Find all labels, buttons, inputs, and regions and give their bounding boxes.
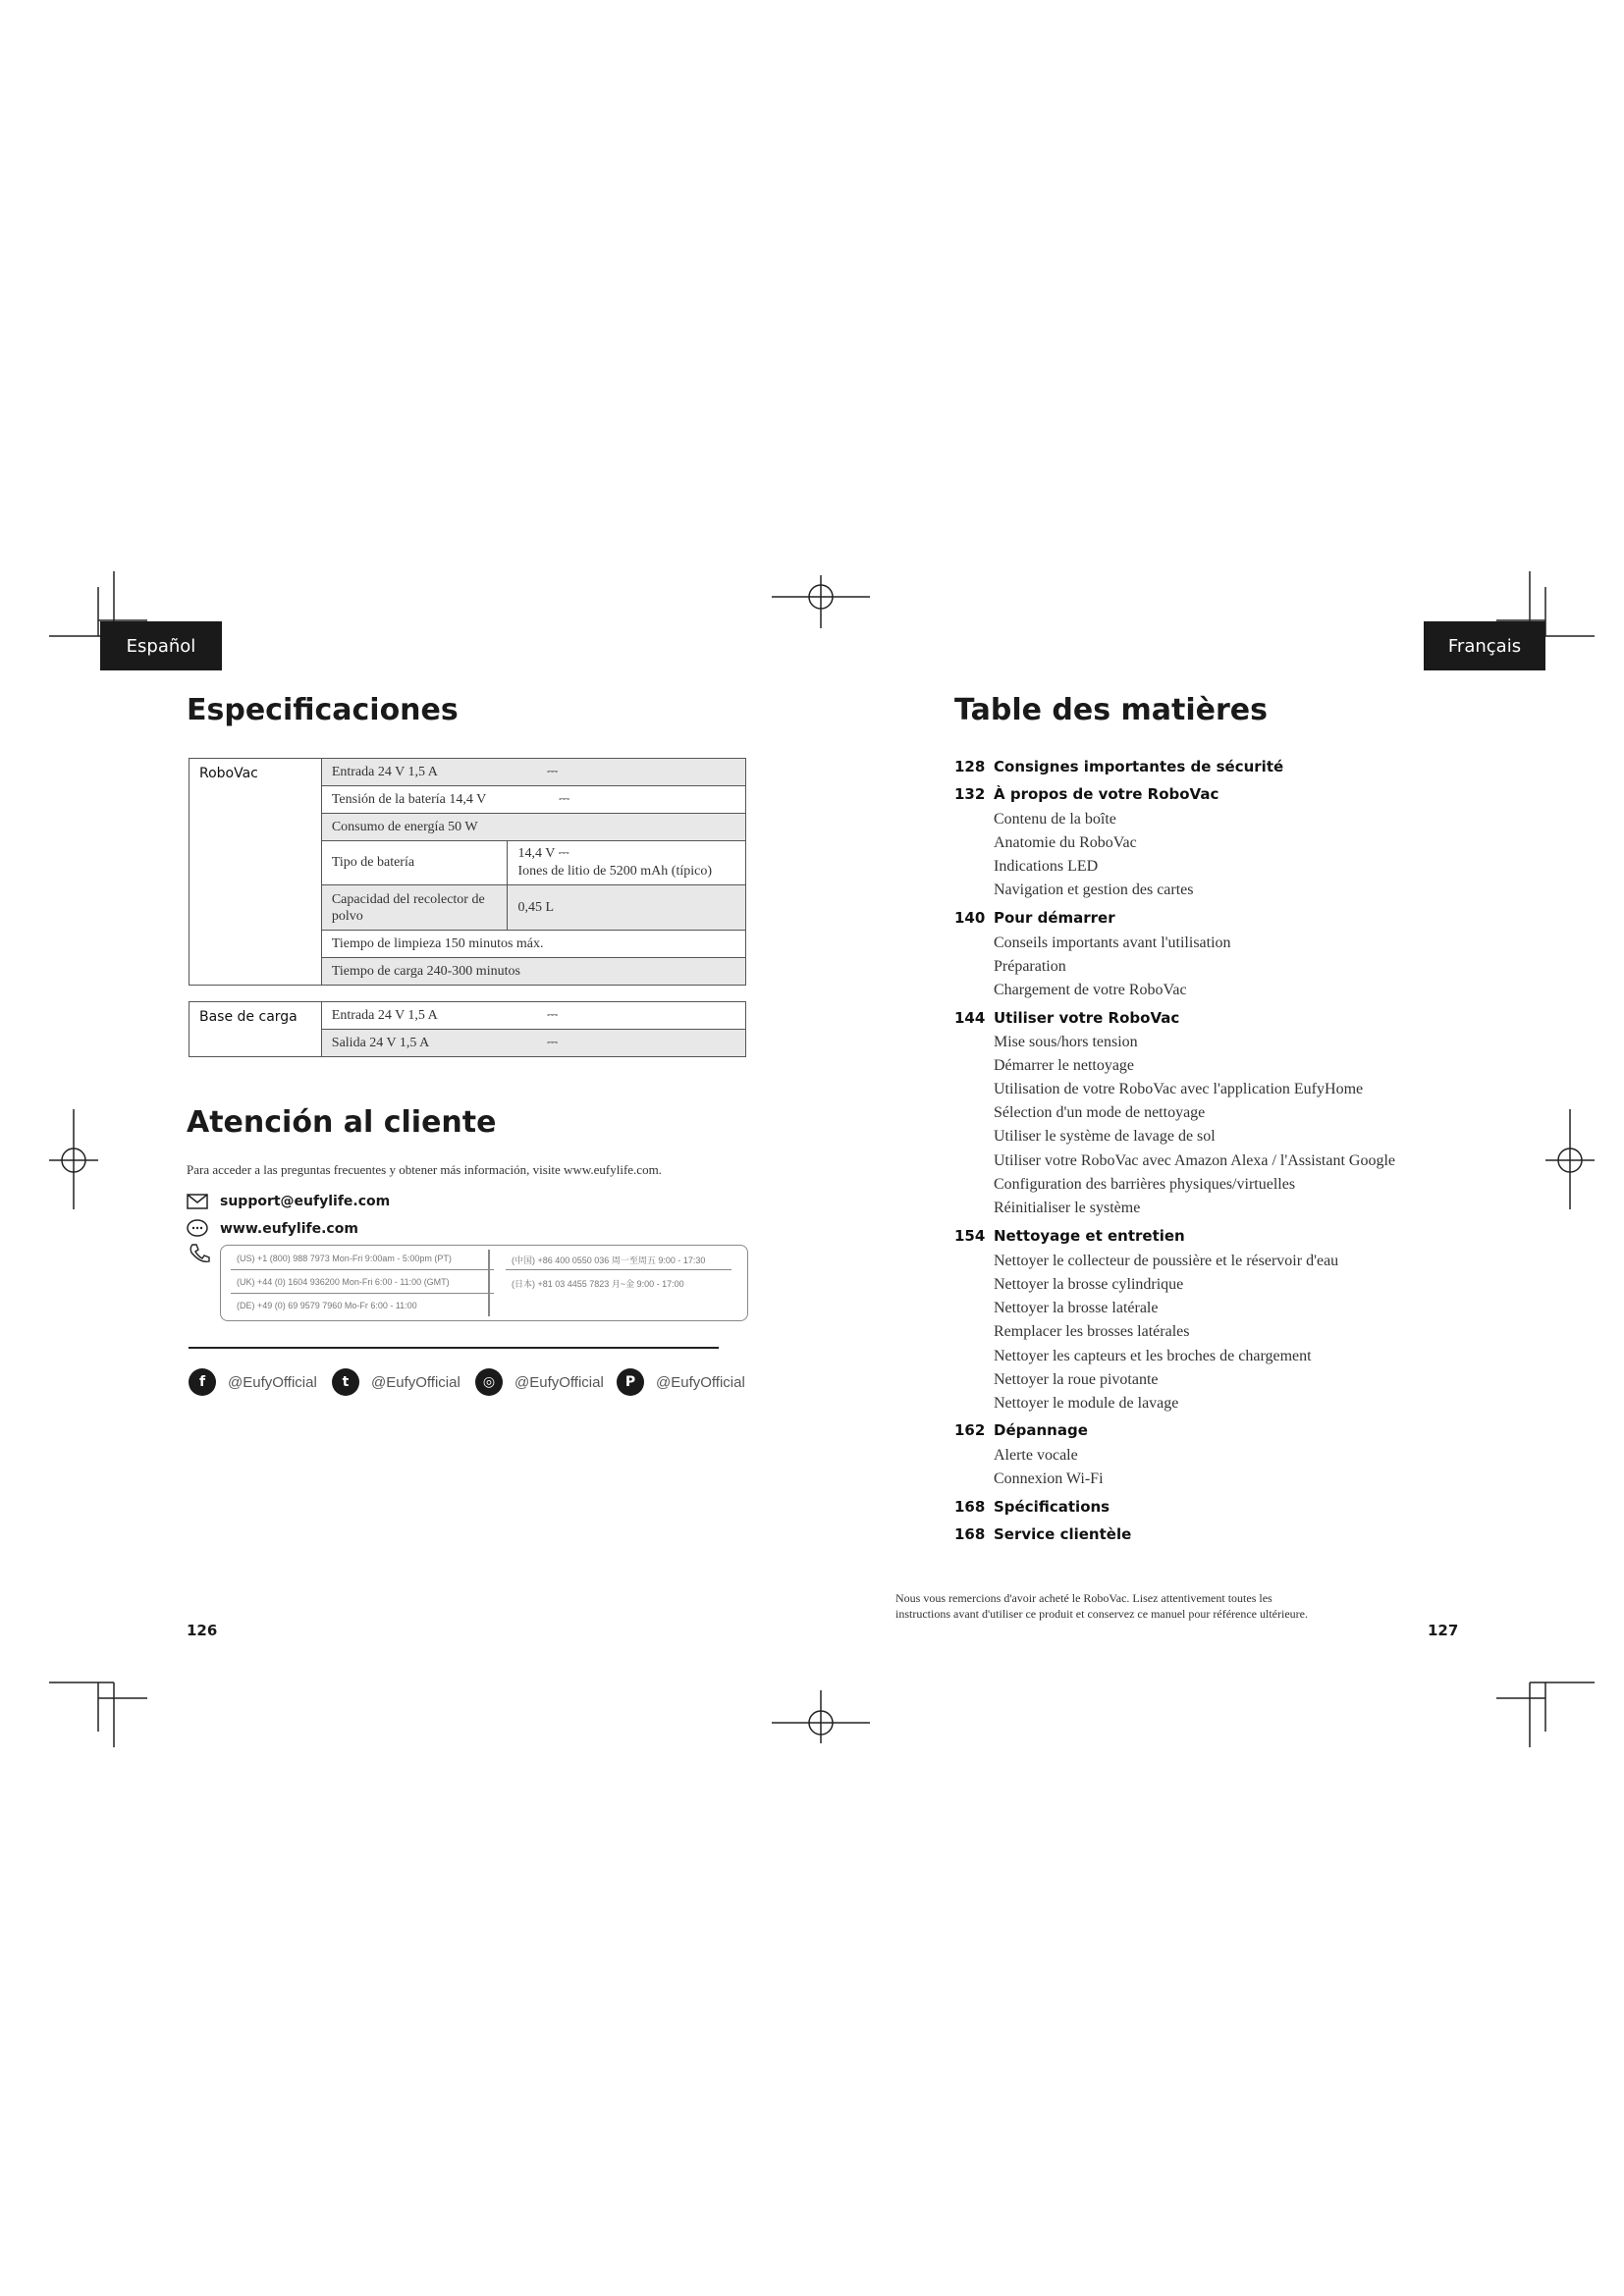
toc-item[interactable]: Utiliser le système de lavage de sol	[994, 1128, 1216, 1145]
spec-cell: Entrada 24 V 1,5 A	[321, 759, 508, 786]
phone-cn: (中国) +86 400 0550 036 周一至周五 9:00 - 17:30	[512, 1255, 706, 1265]
toc-section[interactable]	[954, 758, 1283, 775]
toc-page: 140	[954, 909, 986, 927]
note-line-1: Nous vous remercions d'avoir acheté le RoboVac. Lisez attentivement toutes les	[895, 1591, 1272, 1605]
email-link[interactable]: support@eufylife.com	[220, 1194, 391, 1209]
spec-cell: Tiempo de limpieza 150 minutos máx.	[321, 931, 745, 958]
toc-item[interactable]: Nettoyer la brosse cylindrique	[994, 1276, 1184, 1293]
spec-cell: Consumo de energía 50 W	[321, 814, 745, 841]
phone-divider-vertical	[488, 1250, 490, 1316]
dc-symbol: ⎓	[508, 1002, 746, 1030]
phone-us: (US) +1 (800) 988 7973 Mon-Fri 9:00am - 5:00pm (PT)	[237, 1254, 452, 1263]
chat-icon	[187, 1219, 208, 1239]
toc-page: 128	[954, 758, 986, 775]
toc-section[interactable]	[954, 909, 1115, 927]
mail-icon	[187, 1194, 208, 1209]
phone-divider-right	[506, 1269, 731, 1270]
social-instagram[interactable]	[475, 1368, 604, 1396]
toc-item[interactable]: Utilisation de votre RoboVac avec l'application EufyHome	[994, 1081, 1364, 1097]
spec-cell: Entrada 24 V 1,5 A	[321, 1002, 508, 1030]
note-line-2: instructions avant d'utiliser ce produit et conservez ce manuel pour référence ultérieure.	[895, 1607, 1308, 1621]
language-tab-francais: Français	[1424, 621, 1545, 670]
toc-item[interactable]: Sélection d'un mode de nettoyage	[994, 1104, 1206, 1121]
toc-item[interactable]: Nettoyer les capteurs et les broches de chargement	[994, 1348, 1312, 1364]
toc-page: 154	[954, 1227, 986, 1245]
spec-cell: Tensión de la batería 14,4 V	[321, 786, 508, 814]
robovac-label: RoboVac	[189, 759, 322, 986]
page-number-right: 127	[1428, 1622, 1459, 1639]
spec-value: 0,45 L	[508, 885, 746, 931]
toc-item[interactable]: Conseils importants avant l'utilisation	[994, 934, 1231, 951]
phone-uk: (UK) +44 (0) 1604 936200 Mon-Fri 6:00 - 11:00 (GMT)	[237, 1277, 450, 1287]
toc-section[interactable]	[954, 785, 1218, 803]
base-label: Base de carga	[189, 1002, 322, 1057]
toc-item[interactable]: Mise sous/hors tension	[994, 1034, 1138, 1050]
spec-cell: Tiempo de carga 240-300 minutos	[321, 958, 745, 986]
twitter-icon: t	[332, 1368, 359, 1396]
dc-symbol: ⎓	[508, 786, 746, 814]
language-tab-espanol: Español	[100, 621, 222, 670]
toc-item[interactable]: Nettoyer la roue pivotante	[994, 1371, 1159, 1388]
spec-cell	[321, 885, 508, 931]
toc-title: Table des matières	[954, 693, 1268, 727]
toc-page: 168	[954, 1498, 986, 1516]
dustbin-label-line1: Capacidad del recolector de	[331, 891, 485, 907]
toc-section-title: Service clientèle	[994, 1525, 1132, 1543]
thank-you-note	[895, 1590, 1308, 1622]
page-number-left: 126	[187, 1622, 218, 1639]
specs-title: Especificaciones	[187, 693, 459, 727]
toc-page: 144	[954, 1009, 986, 1027]
social-divider	[189, 1347, 719, 1349]
toc-item[interactable]: Préparation	[994, 958, 1066, 975]
toc-item[interactable]: Indications LED	[994, 858, 1099, 875]
toc-item[interactable]: Nettoyer la brosse latérale	[994, 1300, 1159, 1316]
toc-section-title: Dépannage	[994, 1421, 1088, 1439]
support-title: Atención al cliente	[187, 1105, 497, 1140]
dustbin-label-line2: polvo	[331, 908, 363, 924]
toc-section[interactable]	[954, 1525, 1131, 1543]
instagram-icon: ◎	[475, 1368, 503, 1396]
toc-section[interactable]	[954, 1421, 1088, 1439]
toc-item[interactable]: Nettoyer le collecteur de poussière et le réservoir d'eau	[994, 1253, 1339, 1269]
social-twitter[interactable]	[332, 1368, 460, 1396]
toc-section[interactable]	[954, 1498, 1110, 1516]
toc-item[interactable]: Remplacer les brosses latérales	[994, 1323, 1190, 1340]
phone-de: (DE) +49 (0) 69 9579 7960 Mo-Fr 6:00 - 11:00	[237, 1301, 417, 1310]
social-facebook[interactable]	[189, 1368, 317, 1396]
social-handle: @EufyOfficial	[228, 1373, 317, 1391]
toc-section[interactable]	[954, 1009, 1179, 1027]
robovac-spec-table	[189, 758, 746, 986]
facebook-icon: f	[189, 1368, 216, 1396]
toc-section-title: Spécifications	[994, 1498, 1110, 1516]
toc-item[interactable]: Utiliser votre RoboVac avec Amazon Alexa / l'Assistant Google	[994, 1152, 1396, 1169]
toc-item[interactable]: Navigation et gestion des cartes	[994, 881, 1194, 898]
social-handle: @EufyOfficial	[371, 1373, 460, 1391]
phone-icon	[189, 1243, 210, 1264]
phone-divider-mid	[231, 1293, 494, 1294]
toc-item[interactable]: Nettoyer le module de lavage	[994, 1395, 1179, 1412]
toc-section[interactable]	[954, 1227, 1185, 1245]
support-intro: Para acceder a las preguntas frecuentes y obtener más información, visite www.eufylife.com.	[187, 1162, 662, 1177]
phone-jp: (日本) +81 03 4455 7823 月~金 9:00 - 17:00	[512, 1279, 684, 1289]
website-row	[187, 1219, 358, 1239]
toc-section-title: Nettoyage et entretien	[994, 1227, 1185, 1245]
toc-page: 168	[954, 1525, 986, 1543]
battery-type: Iones de litio de 5200 mAh (típico)	[517, 864, 713, 879]
dc-symbol: ⎓	[508, 1030, 746, 1057]
toc-item[interactable]: Connexion Wi-Fi	[994, 1470, 1104, 1487]
phone-numbers-box	[220, 1245, 748, 1321]
toc-section-title: Pour démarrer	[994, 909, 1115, 927]
social-pinterest[interactable]	[617, 1368, 745, 1396]
toc-item[interactable]: Alerte vocale	[994, 1447, 1078, 1464]
email-row	[187, 1194, 390, 1209]
toc-item[interactable]: Démarrer le nettoyage	[994, 1057, 1135, 1074]
toc-item[interactable]: Configuration des barrières physiques/virtuelles	[994, 1176, 1296, 1193]
toc-section-title: À propos de votre RoboVac	[994, 785, 1219, 803]
pinterest-icon: P	[617, 1368, 644, 1396]
toc-item[interactable]: Réinitialiser le système	[994, 1200, 1141, 1216]
spec-value	[508, 841, 746, 885]
spec-cell: Salida 24 V 1,5 A	[321, 1030, 508, 1057]
toc-page: 162	[954, 1421, 986, 1439]
toc-item[interactable]: Chargement de votre RoboVac	[994, 982, 1187, 998]
spec-cell: Tipo de batería	[321, 841, 508, 885]
website-link[interactable]: www.eufylife.com	[220, 1221, 358, 1237]
battery-voltage: 14,4 V ⎓	[517, 846, 569, 861]
toc-item[interactable]: Contenu de la boîte	[994, 811, 1116, 828]
toc-section-title: Consignes importantes de sécurité	[994, 758, 1284, 775]
toc-page: 132	[954, 785, 986, 803]
dc-symbol: ⎓	[508, 759, 746, 786]
toc-section-title: Utiliser votre RoboVac	[994, 1009, 1180, 1027]
toc-item[interactable]: Anatomie du RoboVac	[994, 834, 1137, 851]
social-handle: @EufyOfficial	[656, 1373, 745, 1391]
base-spec-table	[189, 1001, 746, 1057]
phone-divider-top	[231, 1269, 494, 1270]
social-handle: @EufyOfficial	[514, 1373, 604, 1391]
